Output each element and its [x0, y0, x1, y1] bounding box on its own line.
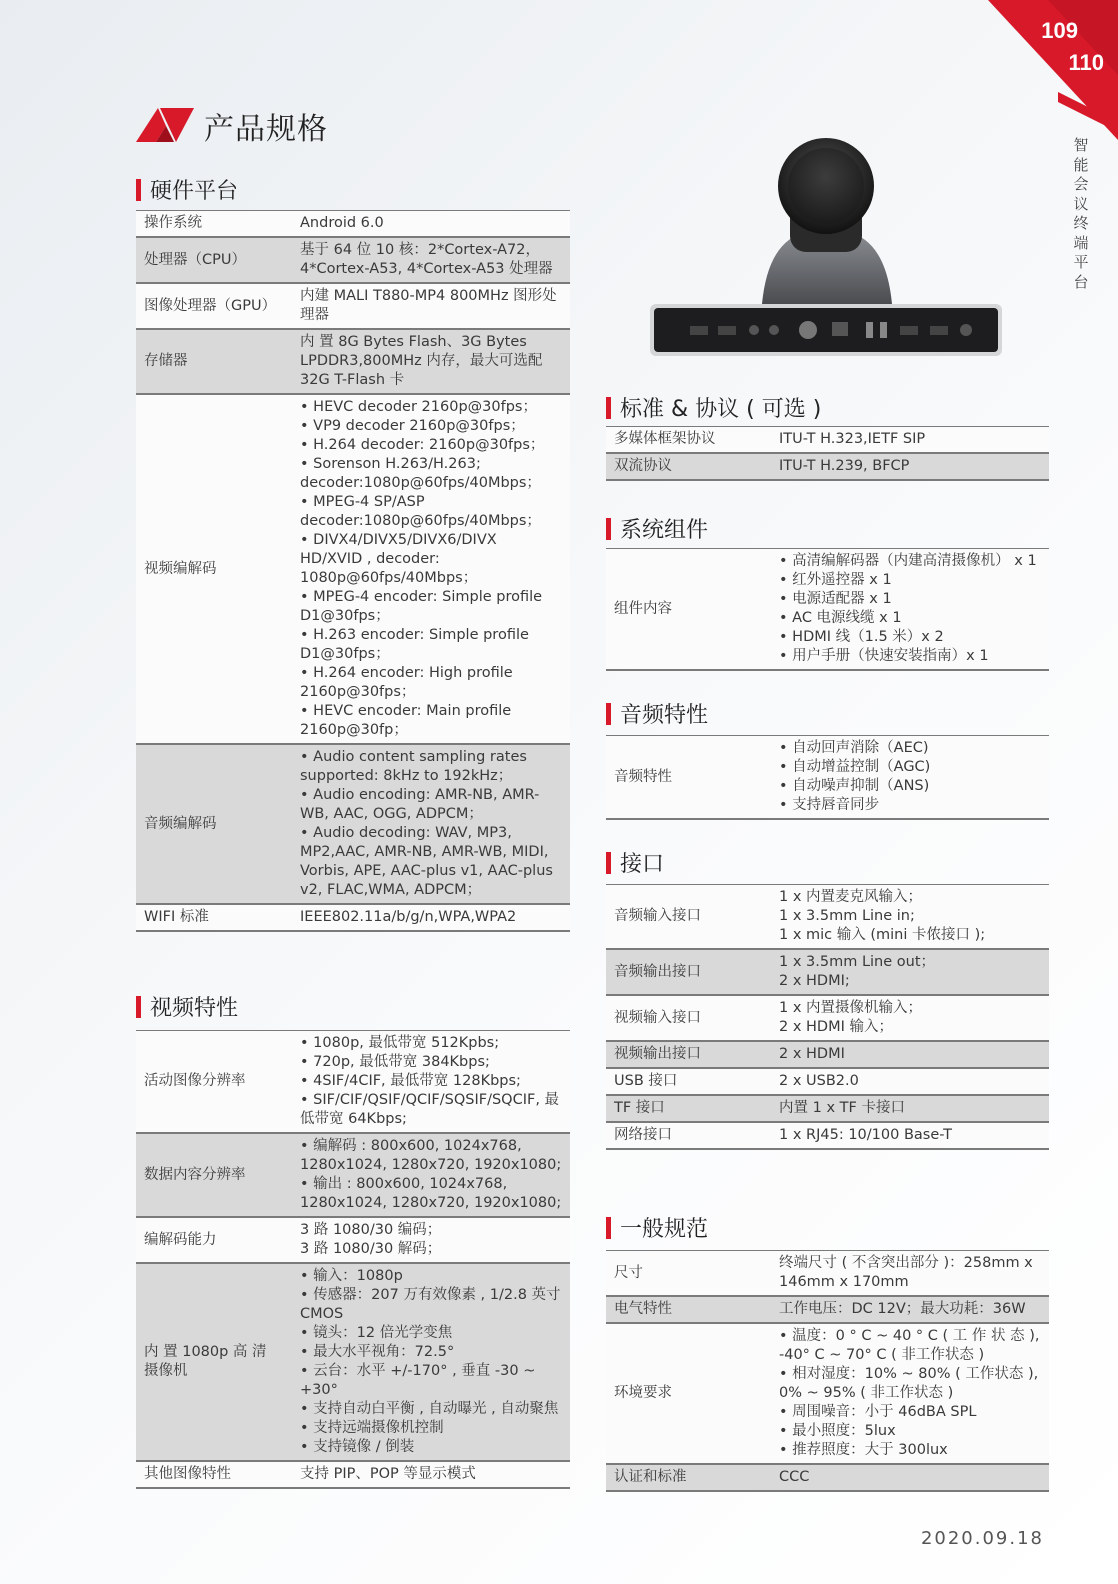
table-row	[136, 394, 570, 744]
spec-value-line: 内置 1 x TF 卡接口	[779, 1100, 905, 1116]
section-title-system-text: 系统组件	[620, 518, 709, 543]
table-row	[606, 1122, 1049, 1149]
spec-value-line: • 高清编解码器（内建高清摄像机） x 1	[779, 553, 1037, 569]
table-row	[606, 1464, 1049, 1491]
interface-spec-table	[606, 884, 1049, 1150]
spec-value-line: • 用户手册（快速安装指南）x 1	[779, 648, 989, 664]
section-title-general	[606, 1212, 708, 1243]
spec-value-line: • 相对湿度：10% ~ 80% ( 工作状态 ), 0% ~ 95% ( 非工作状态 )	[779, 1366, 1039, 1401]
spec-value-line: • DIVX4/DIVX5/DIVX6/DIVX HD/XVID , decoder: 1080p@60fps/40Mbps；	[300, 532, 497, 586]
spec-label: 活动图像分辨率	[136, 1031, 292, 1134]
spec-label: USB 接口	[606, 1068, 763, 1095]
table-row	[136, 1031, 570, 1134]
spec-value	[292, 1133, 570, 1217]
spec-value	[292, 329, 570, 394]
spec-value-line: • 编解码 : 800x600, 1024x768, 1280x1024, 1280x720, 1920x1080;	[300, 1138, 562, 1173]
spec-value-line: • 周围噪音：小于 46dBA SPL	[779, 1404, 977, 1420]
spec-value-line: • 输入：1080p	[300, 1268, 403, 1284]
spec-value-line: • Audio encoding: AMR-NB, AMR-WB, AAC, OGG, ADPCM；	[300, 787, 540, 822]
spec-label: 音频编解码	[136, 744, 292, 904]
table-row	[136, 1263, 570, 1461]
spec-value-line: • SIF/CIF/QSIF/QCIF/SQSIF/SQCIF, 最低带宽 64Kbps;	[300, 1092, 560, 1127]
table-row	[606, 1041, 1049, 1068]
spec-label: 音频输入接口	[606, 885, 763, 950]
system-spec-table	[606, 548, 1049, 671]
spec-value-line: • 云台：水平 +/-170° , 垂直 -30 ~ +30°	[300, 1363, 536, 1398]
spec-label: 环境要求	[606, 1323, 763, 1464]
spec-value-line: • 支持唇音同步	[779, 797, 880, 813]
table-row	[606, 1323, 1049, 1464]
table-row	[606, 736, 1049, 820]
spec-value-line: 基于 64 位 10 核：2*Cortex-A72，4*Cortex-A53, 4*Cortex-A53 处理器	[300, 242, 553, 277]
section-title-audio-text: 音频特性	[620, 703, 709, 728]
spec-value-line: • 支持远端摄像机控制	[300, 1420, 444, 1436]
spec-value	[763, 549, 1049, 671]
spec-value	[763, 1095, 1049, 1122]
page-header	[136, 104, 328, 148]
table-row	[606, 1095, 1049, 1122]
spec-value-line: 支持 PIP、POP 等显示模式	[300, 1466, 476, 1482]
spec-value	[763, 453, 1049, 480]
spec-value-line: • 镜头：12 倍光学变焦	[300, 1325, 453, 1341]
spec-value-line: • AC 电源线缆 x 1	[779, 610, 902, 626]
page-title: 产品规格	[204, 112, 328, 147]
spec-value	[763, 1041, 1049, 1068]
spec-label: 视频编解码	[136, 394, 292, 744]
page-number-left: 109	[1041, 18, 1078, 43]
spec-label: 内 置 1080p 高 清 摄像机	[136, 1263, 292, 1461]
spec-value-line: 1 x 内置麦克风输入；	[779, 889, 923, 905]
spec-value-line: • MPEG-4 SP/ASP decoder:1080p@60fps/40Mbps；	[300, 494, 541, 529]
video-spec-table	[136, 1030, 570, 1489]
table-row	[136, 283, 570, 329]
spec-label: 操作系统	[136, 211, 292, 238]
spec-value-line: 工作电压：DC 12V；最大功耗：36W	[779, 1301, 1026, 1317]
spec-value	[292, 283, 570, 329]
spec-value-line: • 4SIF/4CIF, 最低带宽 128Kbps;	[300, 1073, 521, 1089]
publication-date: 2020.09.18	[920, 1528, 1044, 1549]
spec-value-line: 1 x 3.5mm Line in;	[779, 908, 915, 924]
spec-value-line: 3 路 1080/30 解码；	[300, 1241, 442, 1257]
spec-value	[763, 1296, 1049, 1323]
spec-value-line: 1 x 3.5mm Line out；	[779, 954, 936, 970]
spec-value-line: • 传感器：207 万有效像素 , 1/2.8 英寸 CMOS	[300, 1287, 561, 1322]
spec-label: 双流协议	[606, 453, 763, 480]
spec-value-line: • 电源适配器 x 1	[779, 591, 892, 607]
spec-value-line: • H.264 encoder: High profile 2160p@30fps；	[300, 665, 513, 700]
spec-value-line: • 温度：0 ° C ~ 40 ° C ( 工 作 状 态 ), -40° C ~ 70° C ( 非工作状态 )	[779, 1328, 1040, 1363]
spec-value	[292, 1031, 570, 1134]
spec-value-line: • 支持自动白平衡 , 自动曝光 , 自动聚焦	[300, 1401, 559, 1417]
section-title-interface-text: 接口	[620, 852, 665, 877]
hardware-spec-table	[136, 210, 570, 932]
spec-value-line: • H.264 decoder: 2160p@30fps；	[300, 437, 545, 453]
spec-value-line: ITU-T H.323,IETF SIP	[779, 431, 926, 447]
spec-value	[292, 394, 570, 744]
spec-value-line: • 最大水平视角：72.5°	[300, 1344, 455, 1360]
spec-value-line: • 最小照度：5lux	[779, 1423, 896, 1439]
spec-value-line: 1 x mic 输入 (mini 卡侬接口 );	[779, 927, 986, 943]
section-title-general-text: 一般规范	[620, 1217, 709, 1242]
table-row	[606, 949, 1049, 995]
spec-label: 网络接口	[606, 1122, 763, 1149]
spec-label: 视频输出接口	[606, 1041, 763, 1068]
spec-value-line: 内建 MALI T880-MP4 800MHz 图形处理器	[300, 288, 557, 323]
spec-value	[763, 1464, 1049, 1491]
spec-value	[292, 237, 570, 283]
spec-label: 尺寸	[606, 1251, 763, 1297]
table-row	[606, 453, 1049, 480]
table-row	[136, 744, 570, 904]
spec-value-line: IEEE802.11a/b/g/n,WPA,WPA2	[300, 909, 517, 925]
spec-label: TF 接口	[606, 1095, 763, 1122]
table-row	[606, 1251, 1049, 1297]
spec-value-line: • 自动噪声抑制（ANS)	[779, 778, 930, 794]
spec-value-line: • Audio content sampling rates supported: 8kHz to 192kHz；	[300, 749, 527, 784]
spec-label: WIFI 标准	[136, 904, 292, 931]
spec-value-line: • 自动增益控制（AGC)	[779, 759, 931, 775]
spec-value-line: • 输出 : 800x600, 1024x768, 1280x1024, 1280x720, 1920x1080;	[300, 1176, 562, 1211]
spec-value	[763, 1251, 1049, 1297]
spec-label: 数据内容分辨率	[136, 1133, 292, 1217]
spec-value-line: 3 路 1080/30 编码；	[300, 1222, 442, 1238]
table-row	[606, 1068, 1049, 1095]
spec-value-line: CCC	[779, 1469, 810, 1485]
spec-value-line: 2 x HDMI 输入；	[779, 1019, 893, 1035]
table-row	[136, 1133, 570, 1217]
spec-value	[292, 211, 570, 238]
table-row	[136, 1217, 570, 1263]
section-title-protocol-text: 标准 & 协议 ( 可选 )	[620, 397, 822, 422]
section-title-video	[136, 991, 238, 1022]
audio-spec-table	[606, 735, 1049, 820]
table-row	[606, 995, 1049, 1041]
page-number-right: 110	[1068, 50, 1104, 75]
spec-label: 电气特性	[606, 1296, 763, 1323]
section-title-video-text: 视频特性	[150, 996, 239, 1021]
section-title-hardware-text: 硬件平台	[150, 179, 239, 204]
spec-value-line: 2 x HDMI	[779, 1046, 845, 1062]
section-title-audio	[606, 698, 708, 729]
spec-value	[763, 949, 1049, 995]
spec-label: 音频特性	[606, 736, 763, 820]
spec-label: 图像处理器（GPU）	[136, 283, 292, 329]
section-title-protocol	[606, 392, 821, 423]
spec-value-line: • 推荐照度：大于 300lux	[779, 1442, 948, 1458]
spec-label: 组件内容	[606, 549, 763, 671]
spec-label: 其他图像特性	[136, 1461, 292, 1488]
spec-value-line: • MPEG-4 encoder: Simple profile D1@30fps；	[300, 589, 543, 624]
spec-value	[763, 1323, 1049, 1464]
table-row	[606, 1296, 1049, 1323]
table-row	[136, 329, 570, 394]
spec-value-line: • Audio decoding: WAV, MP3, MP2,AAC, AMR-NB, AMR-WB, MIDI, Vorbis, APE, AAC-plus v1, AAC-plus v2, FLAC,WMA, ADPCM；	[300, 825, 553, 898]
device-product-image	[650, 136, 1002, 356]
spec-value	[292, 1461, 570, 1488]
spec-value	[292, 1217, 570, 1263]
spec-value-line: 内 置 8G Bytes Flash、3G Bytes LPDDR3,800MHz 内存，最大可选配 32G T-Flash 卡	[300, 334, 543, 388]
spec-value	[292, 904, 570, 931]
spec-value-line: • H.263 encoder: Simple profile D1@30fps；	[300, 627, 529, 662]
table-row	[136, 211, 570, 238]
spec-label: 认证和标准	[606, 1464, 763, 1491]
spec-value	[763, 1122, 1049, 1149]
spec-value	[292, 744, 570, 904]
spec-label: 音频输出接口	[606, 949, 763, 995]
section-title-system	[606, 513, 708, 544]
spec-value	[292, 1263, 570, 1461]
spec-value-line: • 1080p, 最低带宽 512Kpbs;	[300, 1035, 500, 1051]
spec-value-line: 2 x HDMI;	[779, 973, 850, 989]
vertical-category-title: 智能会议终端平台	[1073, 136, 1089, 291]
spec-label: 多媒体框架协议	[606, 427, 763, 454]
spec-value	[763, 995, 1049, 1041]
spec-value-line: • VP9 decoder 2160p@30fps；	[300, 418, 525, 434]
spec-value-line: Android 6.0	[300, 215, 384, 231]
protocol-spec-table	[606, 426, 1049, 481]
spec-value-line: • HEVC decoder 2160p@30fps；	[300, 399, 537, 415]
spec-value	[763, 736, 1049, 820]
spec-value-line: • HDMI 线（1.5 米）x 2	[779, 629, 944, 645]
red-stripe-decoration	[1058, 92, 1118, 132]
table-row	[136, 904, 570, 931]
section-title-hardware	[136, 174, 238, 205]
spec-label: 编解码能力	[136, 1217, 292, 1263]
spec-value	[763, 885, 1049, 950]
spec-label: 视频输入接口	[606, 995, 763, 1041]
spec-value-line: 1 x 内置摄像机输入；	[779, 1000, 923, 1016]
spec-value	[763, 1068, 1049, 1095]
table-row	[606, 885, 1049, 950]
section-title-interface	[606, 847, 664, 878]
spec-value-line: • 红外遥控器 x 1	[779, 572, 892, 588]
general-spec-table	[606, 1250, 1049, 1492]
table-row	[136, 1461, 570, 1488]
spec-value-line: • 自动回声消除（AEC)	[779, 740, 929, 756]
spec-value-line: • Sorenson H.263/H.263; decoder:1080p@60fps/40Mbps；	[300, 456, 541, 491]
table-row	[136, 237, 570, 283]
spec-label: 存储器	[136, 329, 292, 394]
table-row	[606, 549, 1049, 671]
spec-label: 处理器（CPU）	[136, 237, 292, 283]
spec-value-line: 1 x RJ45: 10/100 Base-T	[779, 1127, 953, 1143]
spec-value	[763, 427, 1049, 454]
spec-value-line: 终端尺寸 ( 不含突出部分 )：258mm x 146mm x 170mm	[779, 1255, 1033, 1290]
table-row	[606, 427, 1049, 454]
spec-value-line: • HEVC encoder: Main profile 2160p@30fp；	[300, 703, 512, 738]
spec-value-line: • 720p, 最低带宽 384Kbps;	[300, 1054, 490, 1070]
spec-value-line: 2 x USB2.0	[779, 1073, 859, 1089]
spec-value-line: • 支持镜像 / 倒装	[300, 1439, 415, 1455]
brand-logo-icon	[136, 108, 196, 144]
spec-value-line: ITU-T H.239, BFCP	[779, 458, 910, 474]
